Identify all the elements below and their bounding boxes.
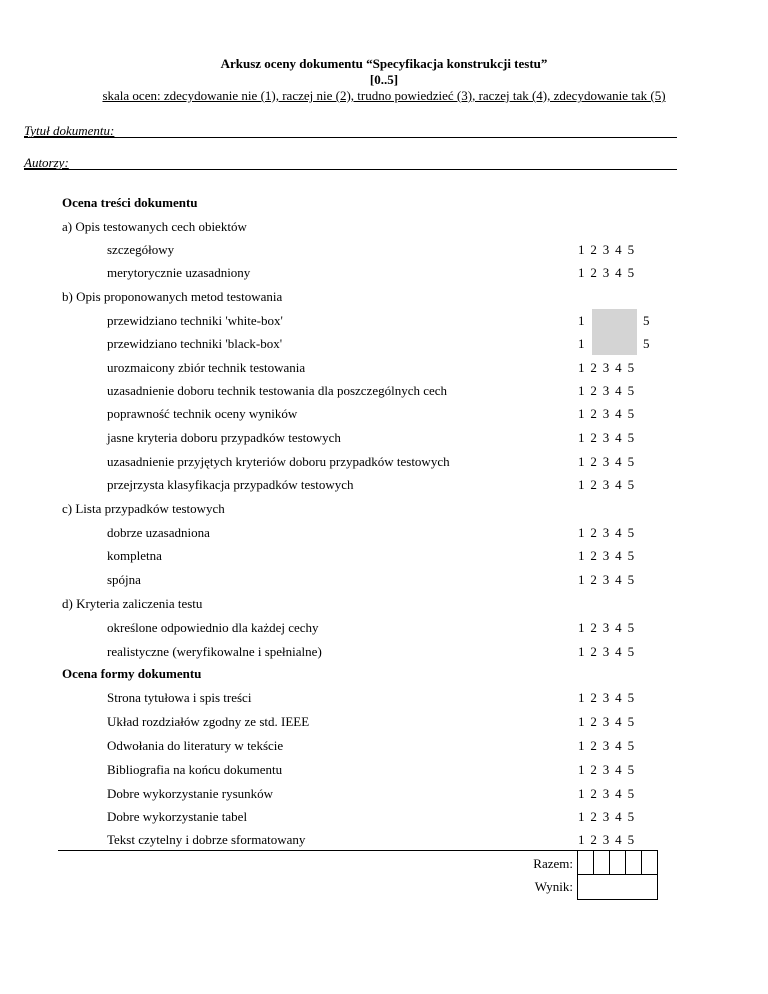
- rating-option-5[interactable]: 5: [643, 313, 650, 328]
- authors-line[interactable]: [24, 169, 677, 170]
- sheet-title: Arkusz oceny dokumentu “Specyfikacja konstrukcji testu”: [220, 56, 548, 71]
- criterion-label: przewidziano techniki 'white-box': [107, 313, 283, 328]
- score-range: [0..5]: [369, 72, 399, 87]
- criterion-label: Tekst czytelny i dobrze sformatowany: [107, 832, 306, 847]
- rating-scale-row[interactable]: 1 2 3 4 5: [578, 265, 635, 280]
- form-heading: Ocena formy dokumentu: [62, 666, 202, 681]
- criterion-label: kompletna: [107, 548, 162, 563]
- criterion-label: poprawność technik oceny wyników: [107, 406, 298, 421]
- rating-scale-row[interactable]: 1 2 3 4 5: [578, 832, 635, 847]
- criterion-label: Strona tytułowa i spis treści: [107, 690, 252, 705]
- rating-scale-row[interactable]: 1 2 3 4 5: [578, 242, 635, 257]
- rating-scale-row[interactable]: 1 2 3 4 5: [578, 454, 635, 469]
- rating-scale-row[interactable]: 1 2 3 4 5: [578, 525, 635, 540]
- razem-box-3[interactable]: [609, 850, 626, 875]
- criterion-label: określone odpowiednio dla każdej cechy: [107, 620, 319, 635]
- wynik-label: Wynik:: [534, 879, 573, 894]
- document-title-label: Tytuł dokumentu:: [24, 123, 115, 138]
- razem-label: Razem:: [533, 856, 573, 871]
- criterion-label: Układ rozdziałów zgodny ze std. IEEE: [107, 714, 310, 729]
- criterion-label: urozmaicony zbiór technik testowania: [107, 360, 306, 375]
- rating-scale-row[interactable]: 1 2 3 4 5: [578, 762, 635, 777]
- rating-scale-row[interactable]: 1 2 3 4 5: [578, 430, 635, 445]
- subsection-a-label: a) Opis testowanych cech obiektów: [62, 219, 247, 234]
- rating-option-5[interactable]: 5: [643, 336, 650, 351]
- criterion-label: Dobre wykorzystanie tabel: [107, 809, 248, 824]
- criterion-label: uzasadnienie przyjętych kryteriów doboru przypadków testowych: [107, 454, 450, 469]
- criterion-label: merytorycznie uzasadniony: [107, 265, 251, 280]
- subsection-b-label: b) Opis proponowanych metod testowania: [62, 289, 283, 304]
- disabled-rating-area: [592, 309, 637, 355]
- rating-option-1[interactable]: 1: [578, 336, 585, 351]
- criterion-label: Odwołania do literatury w tekście: [107, 738, 284, 753]
- wynik-box[interactable]: [577, 874, 658, 900]
- criterion-label: szczegółowy: [107, 242, 175, 257]
- rating-scale-row[interactable]: 1 2 3 4 5: [578, 548, 635, 563]
- rating-scale-row[interactable]: 1 2 3 4 5: [578, 714, 635, 729]
- rating-scale-row[interactable]: 1 2 3 4 5: [578, 477, 635, 492]
- document-title-line[interactable]: [24, 137, 677, 138]
- rating-scale-row[interactable]: 1 2 3 4 5: [578, 383, 635, 398]
- rating-scale-row[interactable]: 1 2 3 4 5: [578, 738, 635, 753]
- rating-scale-row[interactable]: 1 2 3 4 5: [578, 809, 635, 824]
- authors-label: Autorzy:: [24, 155, 69, 170]
- razem-box-1[interactable]: [577, 850, 594, 875]
- rating-scale-row[interactable]: 1 2 3 4 5: [578, 786, 635, 801]
- criterion-label: przejrzysta klasyfikacja przypadków testowych: [107, 477, 354, 492]
- razem-box-2[interactable]: [593, 850, 610, 875]
- rating-option-1[interactable]: 1: [578, 313, 585, 328]
- rating-scale-row[interactable]: 1 2 3 4 5: [578, 644, 635, 659]
- rating-scale-row[interactable]: 1 2 3 4 5: [578, 690, 635, 705]
- rating-scale-row[interactable]: 1 2 3 4 5: [578, 572, 635, 587]
- rating-scale-row[interactable]: 1 2 3 4 5: [578, 360, 635, 375]
- criterion-label: spójna: [107, 572, 141, 587]
- criterion-label: realistyczne (weryfikowalne i spełnialne): [107, 644, 322, 659]
- content-heading: Ocena treści dokumentu: [62, 195, 198, 210]
- criterion-label: Bibliografia na końcu dokumentu: [107, 762, 283, 777]
- rating-scale: skala ocen: zdecydowanie nie (1), raczej nie (2), trudno powiedzieć (3), raczej tak (4), zdecydowanie tak (5): [102, 88, 666, 103]
- criterion-label: jasne kryteria doboru przypadków testowych: [107, 430, 341, 445]
- criterion-label: uzasadnienie doboru technik testowania dla poszczególnych cech: [107, 383, 448, 398]
- criterion-label: dobrze uzasadniona: [107, 525, 210, 540]
- razem-box-4[interactable]: [625, 850, 642, 875]
- razem-box-5[interactable]: [641, 850, 658, 875]
- subsection-d-label: d) Kryteria zaliczenia testu: [62, 596, 203, 611]
- criterion-label: przewidziano techniki 'black-box': [107, 336, 283, 351]
- rating-scale-row[interactable]: 1 2 3 4 5: [578, 620, 635, 635]
- bottom-separator: [58, 850, 578, 851]
- subsection-c-label: c) Lista przypadków testowych: [62, 501, 225, 516]
- rating-scale-row[interactable]: 1 2 3 4 5: [578, 406, 635, 421]
- criterion-label: Dobre wykorzystanie rysunków: [107, 786, 274, 801]
